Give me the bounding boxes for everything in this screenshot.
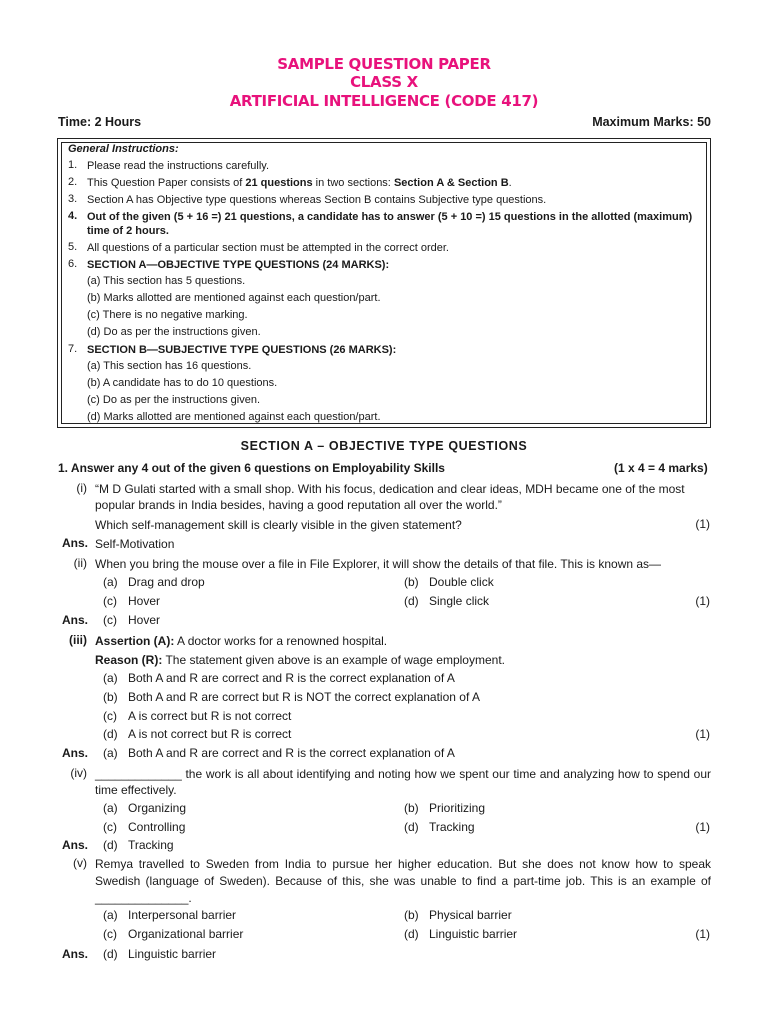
sub-question-num: (iv) bbox=[70, 766, 87, 780]
answer-label: Ans. bbox=[62, 536, 89, 550]
q-ii-text: When you bring the mouse over a file in File Explorer, it will show the details of that file. This is known as— bbox=[95, 557, 662, 571]
instr-7a: (a) This section has 16 questions. bbox=[87, 360, 252, 372]
mark: (1) bbox=[695, 594, 710, 608]
instr-6c: (c) There is no negative marking. bbox=[87, 309, 248, 321]
option-label: (d) bbox=[404, 594, 419, 608]
option-label: (c) bbox=[103, 594, 117, 608]
option-text: Single click bbox=[429, 594, 490, 608]
option-label: (b) bbox=[404, 801, 419, 815]
option-text: Controlling bbox=[128, 820, 186, 834]
option-label: (b) bbox=[404, 908, 419, 922]
q-i-question: Which self-management skill is clearly visible in the given statement? bbox=[95, 518, 462, 532]
instr-3: Section A has Objective type questions whereas Section B contains Subjective type questions. bbox=[87, 194, 547, 206]
answer-label: Ans. bbox=[62, 613, 89, 627]
answer-label: Ans. bbox=[62, 746, 89, 760]
option-text: Linguistic barrier bbox=[429, 927, 518, 941]
option-label: (c) bbox=[103, 709, 117, 723]
option-text: Interpersonal barrier bbox=[128, 908, 237, 922]
instr-num: 1. bbox=[68, 159, 78, 171]
instr-5: All questions of a particular section must be attempted in the correct order. bbox=[87, 242, 449, 254]
instr-4: Out of the given (5 + 16 =) 21 questions, a candidate has to answer (5 + 10 =) 15 questions in the allotted (maximum) time of 2 hours. bbox=[87, 211, 693, 237]
option-text: Organizing bbox=[128, 801, 187, 815]
option-text: Drag and drop bbox=[128, 575, 205, 589]
instr-7c: (c) Do as per the instructions given. bbox=[87, 394, 261, 406]
instr-num: 2. bbox=[68, 176, 78, 188]
option-text: A is not correct but R is correct bbox=[128, 727, 292, 741]
answer-i: Self-Motivation bbox=[95, 537, 175, 551]
instr-7d: (d) Marks allotted are mentioned against each question/part. bbox=[87, 411, 381, 423]
class-label: CLASS X bbox=[350, 73, 418, 91]
instr-7: SECTION B—SUBJECTIVE TYPE QUESTIONS (26 MARKS): bbox=[87, 344, 397, 356]
answer-option: (d) bbox=[103, 838, 118, 852]
answer-v: Linguistic barrier bbox=[128, 947, 217, 961]
option-text: Physical barrier bbox=[429, 908, 512, 922]
q-iii-assertion: Assertion (A): A doctor works for a renowned hospital. bbox=[95, 634, 388, 648]
answer-label: Ans. bbox=[62, 947, 89, 961]
option-text: Tracking bbox=[429, 820, 475, 834]
question-1: 1. Answer any 4 out of the given 6 questions on Employability Skills bbox=[58, 461, 445, 475]
answer-option: (c) bbox=[103, 613, 117, 627]
option-label: (c) bbox=[103, 820, 117, 834]
subject-label: ARTIFICIAL INTELLIGENCE (CODE 417) bbox=[229, 92, 539, 110]
option-text: Both A and R are correct but R is NOT the correct explanation of A bbox=[128, 690, 480, 704]
option-label: (a) bbox=[103, 908, 118, 922]
instr-num: 5. bbox=[68, 241, 78, 253]
instr-6: SECTION A—OBJECTIVE TYPE QUESTIONS (24 MARKS): bbox=[87, 259, 390, 271]
option-label: (a) bbox=[103, 671, 118, 685]
answer-option: (a) bbox=[103, 746, 118, 760]
sub-question-num: (ii) bbox=[73, 556, 87, 570]
question-1-marks: (1 x 4 = 4 marks) bbox=[614, 461, 708, 475]
option-label: (b) bbox=[103, 690, 118, 704]
option-label: (d) bbox=[404, 927, 419, 941]
option-label: (b) bbox=[404, 575, 419, 589]
instr-6a: (a) This section has 5 questions. bbox=[87, 275, 246, 287]
mark: (1) bbox=[695, 820, 710, 834]
sub-question-num: (i) bbox=[76, 481, 87, 495]
instr-2: This Question Paper consists of 21 questions in two sections: Section A & Section B. bbox=[87, 177, 512, 189]
answer-option: (d) bbox=[103, 947, 118, 961]
instr-6d: (d) Do as per the instructions given. bbox=[87, 326, 261, 338]
answer-ii: Hover bbox=[128, 613, 161, 627]
option-label: (a) bbox=[103, 575, 118, 589]
answer-iii: Both A and R are correct and R is the correct explanation of A bbox=[128, 746, 455, 760]
instr-7b: (b) A candidate has to do 10 questions. bbox=[87, 377, 278, 389]
instructions-heading: General Instructions: bbox=[68, 143, 179, 155]
q-iii-reason: Reason (R): The statement given above is an example of wage employment. bbox=[95, 653, 505, 667]
option-text: Both A and R are correct and R is the correct explanation of A bbox=[128, 671, 455, 685]
option-label: (d) bbox=[103, 727, 118, 741]
option-label: (a) bbox=[103, 801, 118, 815]
instr-num: 3. bbox=[68, 193, 78, 205]
instr-num: 6. bbox=[68, 258, 78, 270]
instr-6b: (b) Marks allotted are mentioned against each question/part. bbox=[87, 292, 381, 304]
max-marks-label: Maximum Marks: 50 bbox=[592, 115, 711, 129]
answer-iv: Tracking bbox=[128, 838, 174, 852]
time-label: Time: 2 Hours bbox=[58, 115, 142, 129]
mark: (1) bbox=[695, 927, 710, 941]
option-label: (c) bbox=[103, 927, 117, 941]
option-text: Double click bbox=[429, 575, 494, 589]
section-a-title: SECTION A – OBJECTIVE TYPE QUESTIONS bbox=[240, 439, 528, 453]
paper-title: SAMPLE QUESTION PAPER bbox=[277, 55, 491, 73]
instr-num: 7. bbox=[68, 343, 78, 355]
instr-1: Please read the instructions carefully. bbox=[87, 160, 269, 172]
q-i-text: “M D Gulati started with a small shop. With his focus, dedication and clear ideas, MDH became one of the most popular brands in India besides, having a good reputation all over the world.” bbox=[95, 482, 685, 512]
option-text: Prioritizing bbox=[429, 801, 486, 815]
mark: (1) bbox=[695, 727, 710, 741]
sub-question-num: (iii) bbox=[69, 633, 87, 647]
sub-question-num: (v) bbox=[73, 856, 87, 870]
q-iv-text: _____________ the work is all about identifying and noting how we spent our time and analyzing how to spend our time effectively. bbox=[95, 767, 711, 797]
option-label: (d) bbox=[404, 820, 419, 834]
option-text: Hover bbox=[128, 594, 161, 608]
answer-label: Ans. bbox=[62, 838, 89, 852]
option-text: A is correct but R is not correct bbox=[128, 709, 292, 723]
mark: (1) bbox=[695, 517, 710, 531]
q-v-text: Remya travelled to Sweden from India to pursue her higher education. But she does not know how to speak Swedish (language of Sweden). Because of this, she was unable to find a part-time job. This is an example of ______________. bbox=[95, 857, 711, 905]
instr-num: 4. bbox=[68, 210, 78, 222]
option-text: Organizational barrier bbox=[128, 927, 244, 941]
